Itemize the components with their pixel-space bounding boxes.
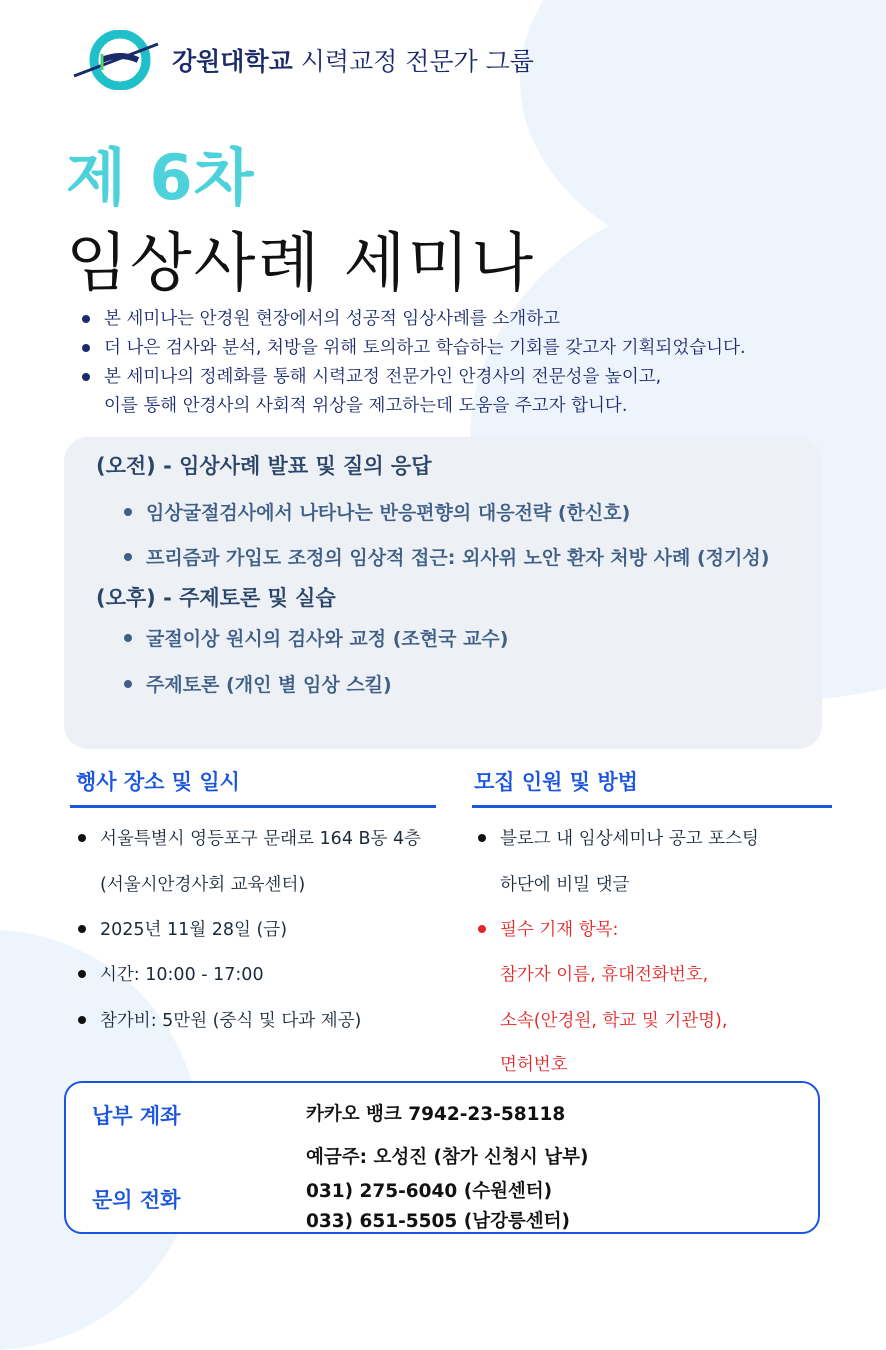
- list-item: 본 세미나의 정례화를 통해 시력교정 전문가인 안경사의 전문성을 높이고,: [78, 363, 868, 392]
- program-item: 굴절이상 원시의 검사와 교정 (조현국 교수): [124, 624, 508, 651]
- contact-phone: 031) 275-6040 (수원센터): [306, 1181, 553, 1202]
- list-item: 본 세미나는 안경원 현장에서의 성공적 임상사례를 소개하고: [78, 305, 868, 334]
- payment-account: 카카오 뱅크 7942-23-58118: [306, 1104, 566, 1125]
- list-item: 시간: 10:00 - 17:00: [78, 961, 264, 986]
- program-box: [64, 437, 822, 749]
- program-item: 주제토론 (개인 별 임상 스킬): [124, 670, 392, 697]
- recruit-heading: 모집 인원 및 방법: [474, 770, 638, 794]
- university-logo-icon: [72, 30, 162, 90]
- bullet-icon: [78, 925, 86, 933]
- bullet-icon: [478, 834, 486, 842]
- organization-name: 강원대학교 시력교정 전문가 그룹: [172, 47, 534, 76]
- list-item-continuation: 하단에 비밀 댓글: [500, 875, 630, 895]
- bullet-icon: [124, 508, 132, 516]
- list-item-continuation: 이를 통해 안경사의 사회적 위상을 제고하는데 도움을 주고자 합니다.: [104, 396, 628, 416]
- session-number: 제 6차: [66, 141, 255, 214]
- payment-label: 납부 계좌: [92, 1104, 181, 1128]
- bullet-icon: [82, 373, 90, 381]
- list-item: 블로그 내 임상세미나 공고 포스팅: [478, 825, 759, 850]
- program-item: 프리즘과 가입도 조정의 임상적 접근: 외사위 노안 환자 처방 사례 (정기성): [124, 543, 769, 570]
- list-item: 2025년 11월 28일 (금): [78, 916, 287, 941]
- morning-heading: (오전) - 임상사례 발표 및 질의 응답: [96, 454, 432, 478]
- payment-holder: 예금주: 오성진 (참가 신청시 납부): [306, 1147, 589, 1168]
- list-item: 서울특별시 영등포구 문래로 164 B동 4층: [78, 825, 421, 850]
- list-item-continuation: (서울시안경사회 교육센터): [100, 875, 306, 895]
- bullet-icon: [82, 315, 90, 323]
- bullet-icon: [124, 553, 132, 561]
- contact-label: 문의 전화: [92, 1188, 181, 1212]
- payment-contact-box: [64, 1081, 820, 1234]
- section-divider: [472, 805, 832, 808]
- list-item-continuation: 소속(안경원, 학교 및 기관명),: [500, 1011, 728, 1031]
- bullet-icon: [82, 344, 90, 352]
- bullet-icon: [124, 634, 132, 642]
- list-item-continuation: 면허번호: [500, 1055, 568, 1075]
- contact-phone: 033) 651-5505 (남강릉센터): [306, 1211, 571, 1232]
- afternoon-heading: (오후) - 주제토론 및 실습: [96, 586, 336, 610]
- list-item: 더 나은 검사와 분석, 처방을 위해 토의하고 학습하는 기회를 갖고자 기획되었습니다.: [78, 334, 868, 363]
- header: [72, 30, 534, 90]
- program-item: 임상굴절검사에서 나타나는 반응편향의 대응전략 (한신호): [124, 498, 630, 525]
- venue-heading: 행사 장소 및 일시: [76, 770, 240, 794]
- section-divider: [70, 805, 436, 808]
- bullet-icon: [78, 970, 86, 978]
- bullet-icon: [124, 680, 132, 688]
- list-item: 참가비: 5만원 (중식 및 다과 제공): [78, 1007, 361, 1032]
- page-title: 임상사례 세미나: [66, 227, 536, 301]
- bullet-icon: [78, 1016, 86, 1024]
- bullet-icon: [478, 925, 486, 933]
- list-item-continuation: 참가자 이름, 휴대전화번호,: [500, 965, 709, 985]
- intro-list: [78, 305, 868, 421]
- bullet-icon: [78, 834, 86, 842]
- list-item: 필수 기재 항목:: [478, 916, 618, 941]
